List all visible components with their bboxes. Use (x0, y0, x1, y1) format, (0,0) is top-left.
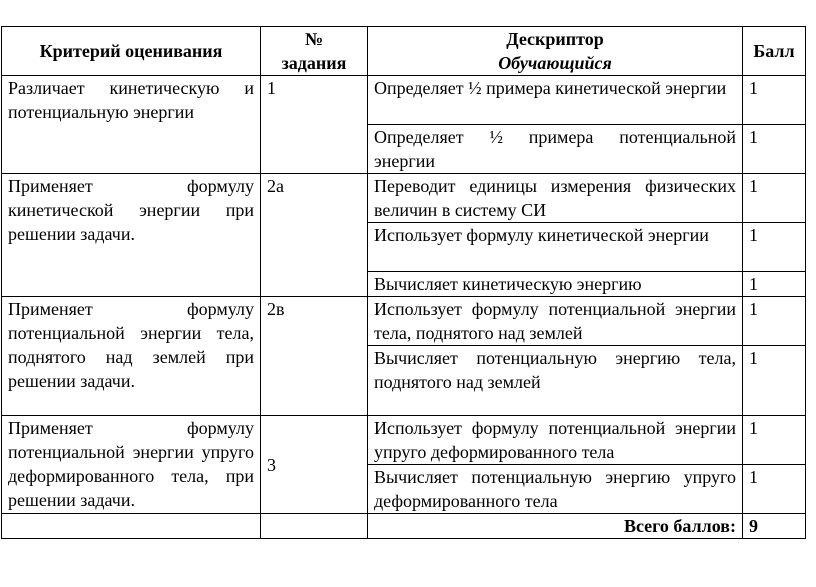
descriptor-text: Вычисляет кинетическую энергию (374, 274, 642, 294)
criterion-cell (2, 297, 261, 416)
total-label: Всего баллов: (368, 514, 743, 539)
header-descriptor-title: Дескриптор (506, 29, 604, 49)
descriptor-cell (368, 223, 743, 272)
score-cell: 1 (743, 297, 806, 346)
descriptor-text: Переводит единицы измерения физических величин в систему СИ (374, 176, 736, 220)
header-task-number (261, 27, 368, 76)
table-row (2, 174, 806, 223)
task-cell: 2в (261, 297, 368, 416)
header-task-symbol: № (304, 29, 324, 49)
task-cell: 3 (261, 416, 368, 514)
descriptor-cell (368, 272, 743, 297)
assessment-rubric-table (1, 26, 806, 539)
total-value: 9 (743, 514, 806, 539)
descriptor-cell (368, 297, 743, 346)
table-row (2, 416, 806, 465)
descriptor-text: Использует формулу кинетической энергии (374, 225, 709, 245)
descriptor-cell (368, 465, 743, 514)
task-cell: 2а (261, 174, 368, 297)
score-cell: 1 (743, 76, 806, 125)
criterion-text: Применяет формулу потенциальной энергии упруго деформированного тела, при решении задачи. (8, 418, 254, 510)
descriptor-text: Вычисляет потенциальную энергию тела, поднятого над землей (374, 348, 736, 392)
criterion-text: Применяет формулу кинетической энергии при решении задачи. (8, 176, 254, 244)
criterion-text: Различает кинетическую и потенциальную энергии (8, 78, 254, 122)
criterion-text: Применяет формулу потенциальной энергии тела, поднятого над землей при решении задачи. (8, 299, 254, 391)
score-cell: 1 (743, 223, 806, 272)
header-criterion: Критерий оценивания (2, 27, 261, 76)
criterion-cell (2, 174, 261, 297)
empty-cell (261, 514, 368, 539)
header-task-word: задания (281, 53, 347, 73)
empty-cell (2, 514, 261, 539)
descriptor-text: Использует формулу потенциальной энергии упруго деформированного тела (374, 418, 736, 462)
score-cell: 1 (743, 416, 806, 465)
table-row (2, 76, 806, 125)
score-cell: 1 (743, 465, 806, 514)
header-row (2, 27, 806, 76)
descriptor-text: Определяет ½ примера потенциальной энергии (374, 127, 736, 171)
total-row (2, 514, 806, 539)
score-cell: 1 (743, 174, 806, 223)
header-descriptor-subtitle: Обучающийся (498, 53, 612, 73)
descriptor-cell (368, 125, 743, 174)
descriptor-text: Вычисляет потенциальную энергию упруго деформированного тела (374, 467, 736, 511)
criterion-cell (2, 416, 261, 514)
descriptor-text: Определяет ½ примера кинетической энергии (374, 78, 727, 98)
descriptor-cell (368, 416, 743, 465)
task-cell: 1 (261, 76, 368, 174)
header-descriptor (368, 27, 743, 76)
criterion-cell (2, 76, 261, 174)
score-cell: 1 (743, 125, 806, 174)
descriptor-cell (368, 76, 743, 125)
descriptor-cell (368, 346, 743, 416)
descriptor-text: Использует формулу потенциальной энергии тела, поднятого над землей (374, 299, 736, 343)
table-row (2, 297, 806, 346)
score-cell: 1 (743, 346, 806, 416)
score-cell: 1 (743, 272, 806, 297)
descriptor-cell (368, 174, 743, 223)
header-score: Балл (743, 27, 806, 76)
